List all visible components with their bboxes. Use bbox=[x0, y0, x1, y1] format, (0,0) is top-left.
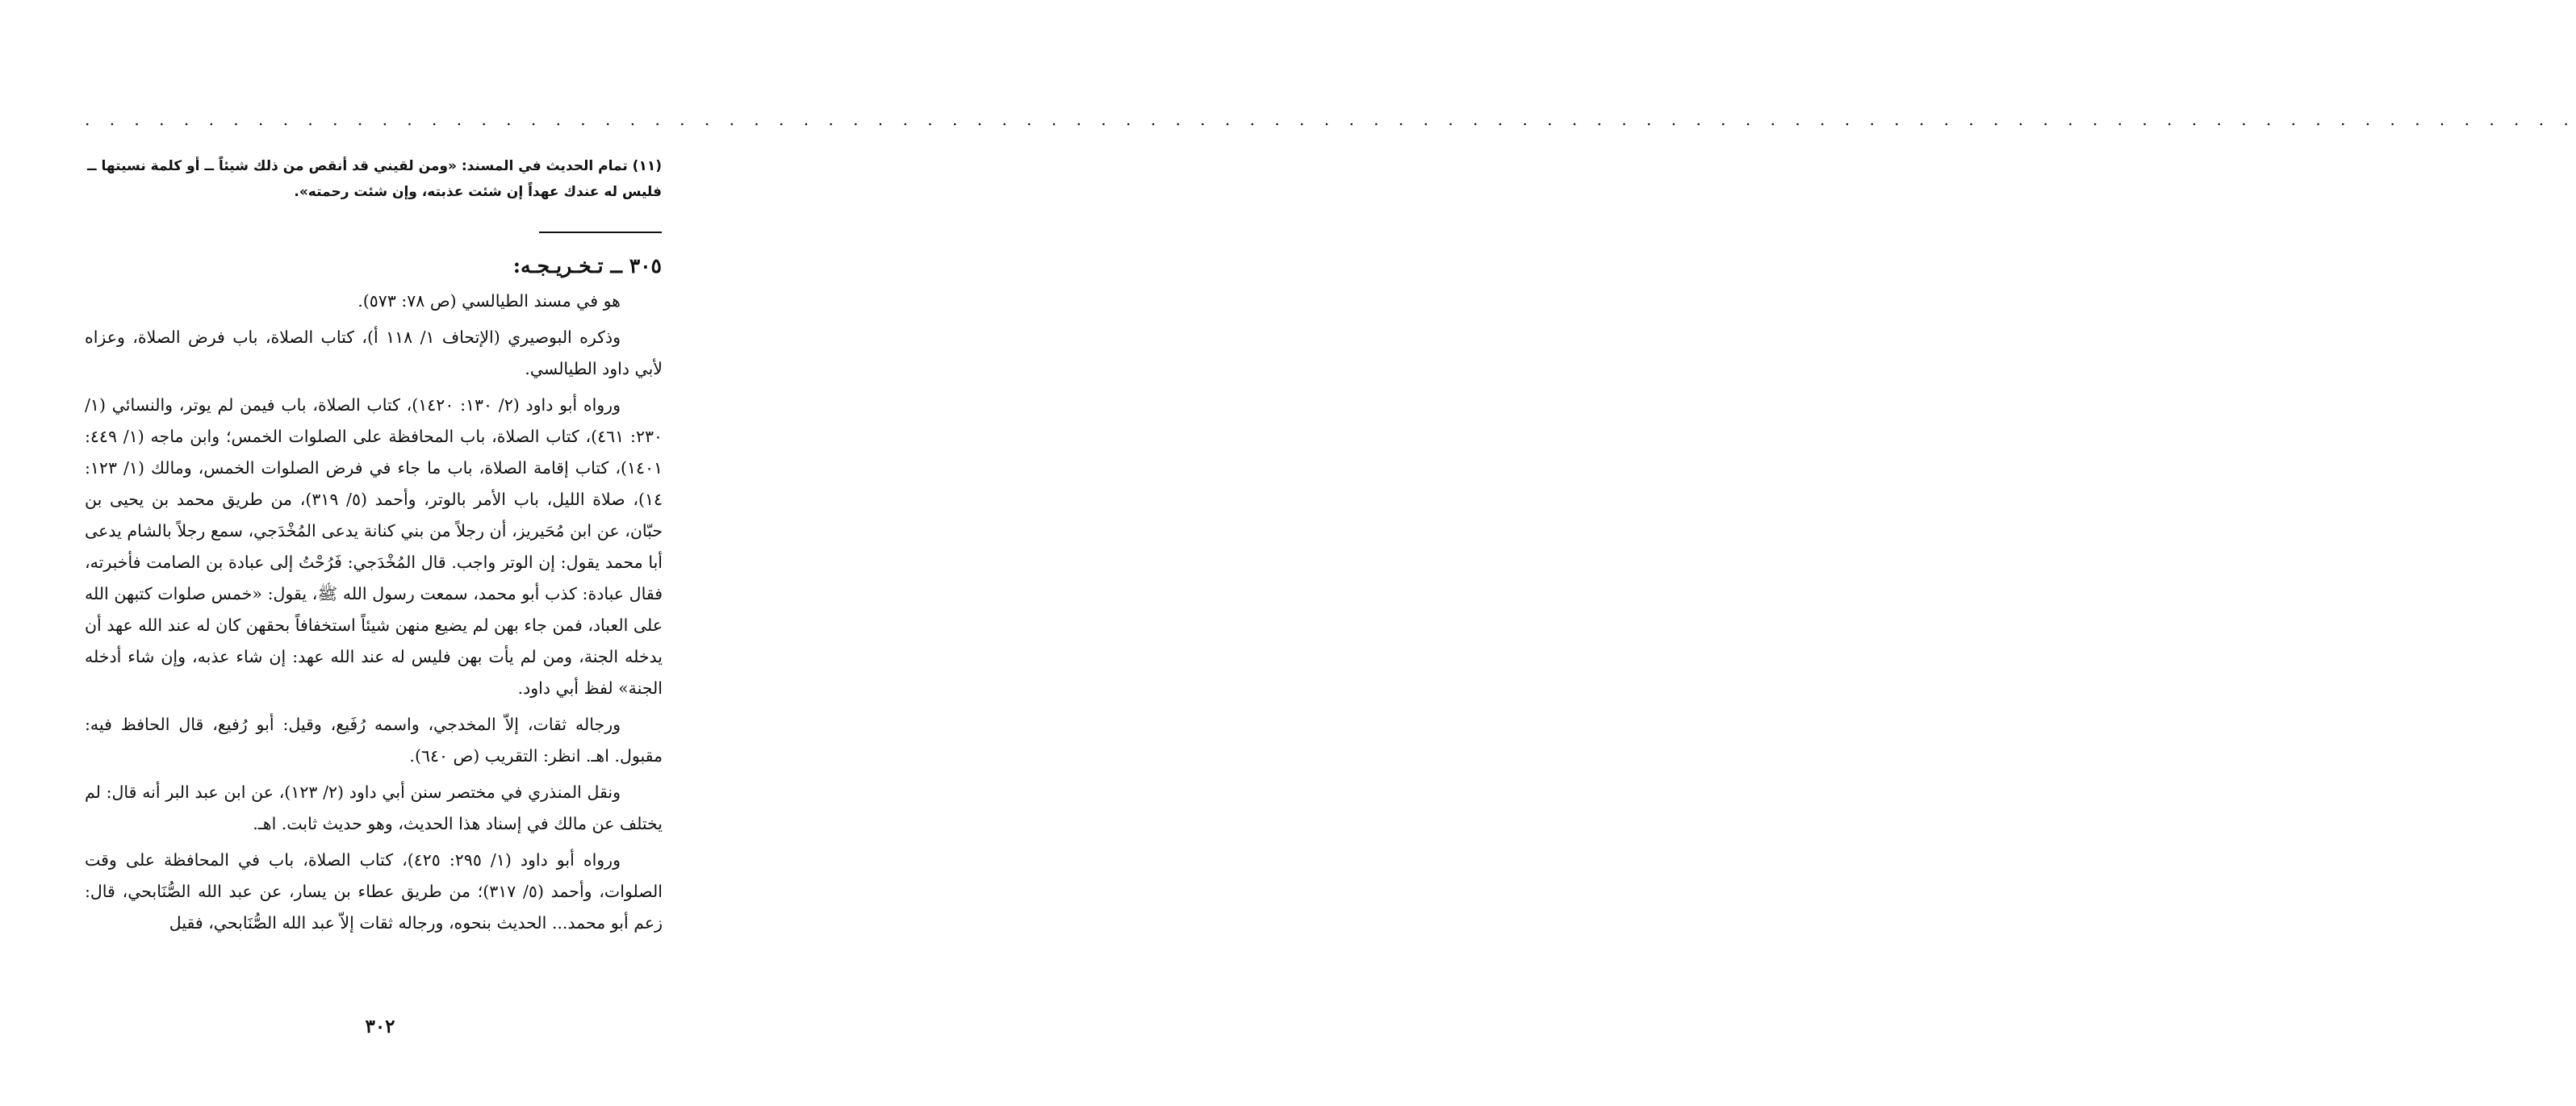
footnote-11: (١١) تمام الحديث في المسند: «ومن لقيني قد أنقص من ذلك شيئاً ــ أو كلمة نسيتها ــ فليس له عندك عهداً إن شئت عذبته، وإن شئت رحمته». bbox=[87, 158, 662, 200]
page-number: ٣٠٢ bbox=[365, 1016, 395, 1037]
paragraph-3: ورواه أبو داود (٢/ ١٣٠: ١٤٢٠)، كتاب الصلاة، باب فيمن لم يوتر، والنسائي (١/ ٢٣٠: ٤٦١)، كتاب الصلاة، باب المحافظة على الصلوات الخمس؛ وابن ماجه (١/ ٤٤٩: ١٤٠١)، كتاب إقامة الصلاة، باب ما جاء في فرض الصلوات الخمس، ومالك (١/ ١٢٣: ١٤)، صلاة الليل، باب الأمر بالوتر، وأحمد (٥/ ٣١٩)، من طريق محمد بن يحيى بن حبّان، عن ابن مُحَيريز، أن رجلاً من بني كنانة يدعى المُخْدَجي، سمع رجلاً بالشام يدعى أبا محمد يقول: إن الوتر واجب. قال المُخْدَجي: فَرُحْتُ إلى عبادة بن الصامت فأخبرته، فقال عبادة: كذب أبو محمد، سمعت رسول الله ﷺ، يقول: «خمس صلوات كتبهن الله على العباد، فمن جاء بهن لم يضيع منهن شيئاً استخفافاً بحقهن كان له عند الله عهد أن يدخله الجنة، ومن لم يأت بهن فليس له عند الله عهد: إن شاء عذبه، وإن شاء أدخله الجنة» لفظ أبي داود. bbox=[85, 395, 663, 698]
paragraph-5: ونقل المنذري في مختصر سنن أبي داود (٢/ ١٢٣)، عن ابن عبد البر أنه قال: لم يختلف عن مالك في إسناد هذا الحديث، وهو حديث ثابت. اهـ. bbox=[85, 783, 663, 833]
section-heading: ٣٠٥ ــ تـخـريـجـه: bbox=[512, 254, 662, 278]
paragraph-1: هو في مسند الطيالسي (ص ٧٨: ٥٧٣). bbox=[358, 291, 621, 311]
footnote-divider bbox=[539, 232, 662, 233]
paragraph-2: وذكره البوصيري (الإتحاف ١/ ١١٨ أ)، كتاب الصلاة، باب فرض الصلاة، وعزاه لأبي داود الطيالسي. bbox=[85, 328, 663, 378]
main-text bbox=[85, 286, 663, 944]
paragraph-6: ورواه أبو داود (١/ ٢٩٥: ٤٢٥)، كتاب الصلاة، باب في المحافظة على وقت الصلوات، وأحمد (٥/ ٣١٧)؛ من طريق عطاء بن يسار، عن عبد الله الصُّنَابحي، قال: زعم أبو محمد... الحديث بنحوه، ورجاله ثقات إلاّ عبد الله الصُّنَابحي، فقيل bbox=[85, 850, 663, 933]
dotted-separator: . . . . . . . . . . . . . . . . . . . . . . . . . . . . . . . . . . . . . . . . . . . . . . . . . . . . . . . . . . . . . . . . . . . . . . . . . . . . . . . . . . . . . . . . . . . . . . . . . . . . . bbox=[85, 110, 2576, 129]
paragraph-4: ورجاله ثقات، إلاّ المخدجي، واسمه رُفَيع، وقيل: أبو رُفيع، قال الحافظ فيه: مقبول. اهـ. انظر: التقريب (ص ٦٤٠). bbox=[85, 715, 663, 766]
